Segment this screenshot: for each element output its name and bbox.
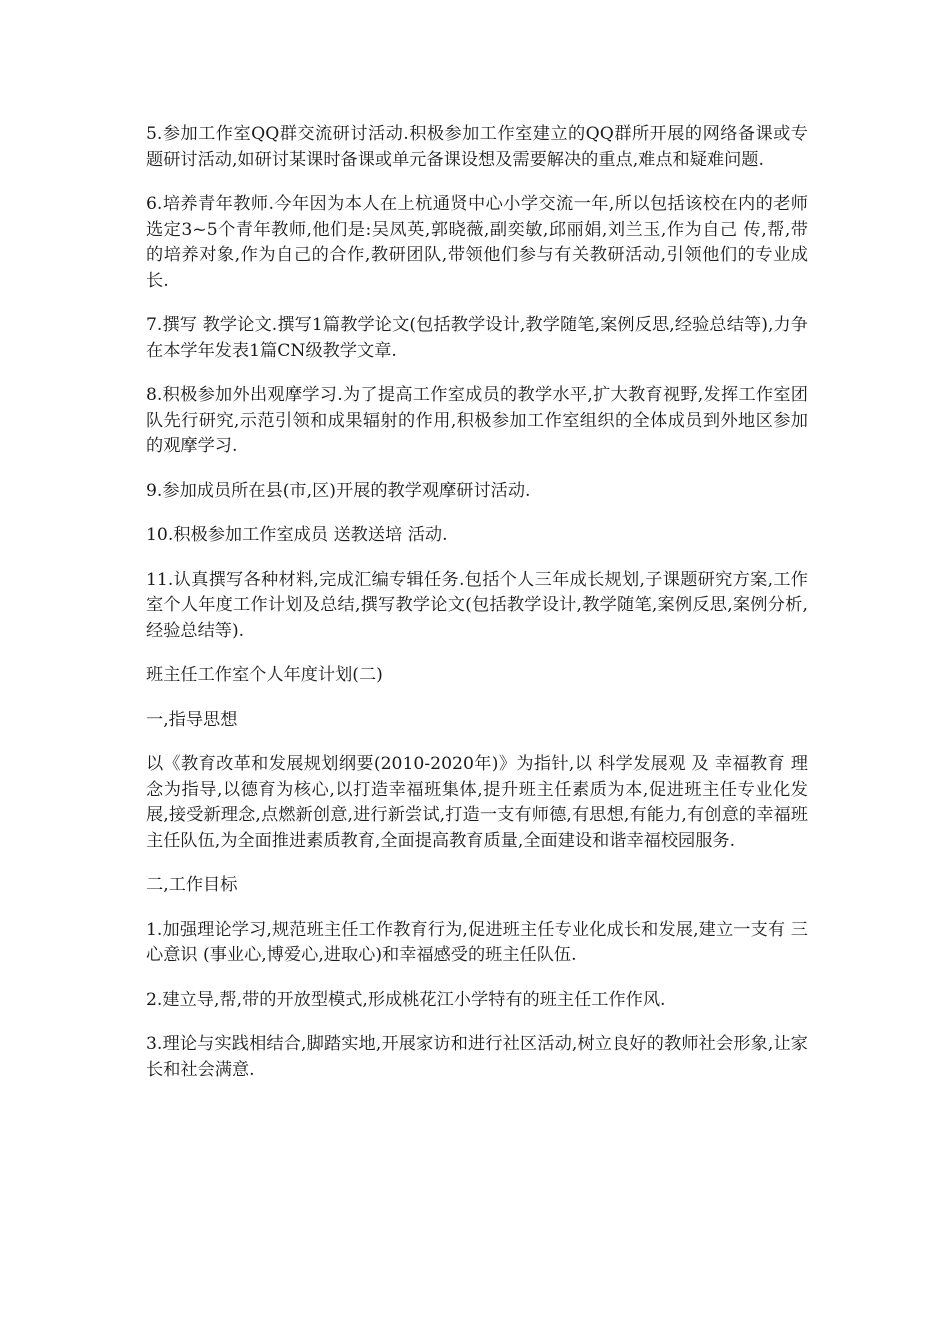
paragraph-item-10: 10.积极参加工作室成员 送教送培 活动. [146,525,448,545]
paragraph-item-6: 6.培养青年教师.今年因为本人在上杭通贤中心小学交流一年,所以包括该校在内的老师选定3~5个青年教师,他们是:吴凤英,郭晓薇,副奕敏,邱丽娟,刘兰玉,作为自己 传,帮,带 的培养对象,作为自己的合作,教研团队,带领他们参与有关教研活动,引领他们的专业成长. [146,194,808,291]
heading-work-goals: 二,工作目标 [146,875,238,895]
paragraph-item-7: 7.撰写 教学论文.撰写1篇教学论文(包括教学设计,教学随笔,案例反思,经验总结等),力争在本学年发表1篇CN级教学文章. [146,315,808,361]
document-page [146,122,808,1102]
goal-item-2: 2.建立导,帮,带的开放型模式,形成桃花江小学特有的班主任工作作风. [146,989,666,1010]
paragraph-guiding-thought: 以《教育改革和发展规划纲要(2010-2020年)》为指针,以 科学发展观 及 幸福教育 理念为指导,以德育为核心,以打造幸福班集体,提升班主任素质为本,促进班主任专业化发展,接受新理念,点燃新创意,进行新尝试,打造一支有师德,有思想,有能力,有创意的幸福班主任队伍,为全面推进素质教育,全面提高教育质量,全面建设和谐幸福校园服务. [146,754,808,851]
goal-item-1: 1.加强理论学习,规范班主任工作教育行为,促进班主任专业化成长和发展,建立一支有 三心意识 (事业心,博爱心,进取心)和幸福感受的班主任队伍. [146,919,808,965]
paragraph-item-9: 9.参加成员所在县(市,区)开展的教学观摩研讨活动. [146,480,531,501]
paragraph-item-11: 11.认真撰写各种材料,完成汇编专辑任务.包括个人三年成长规划,子课题研究方案,工作室个人年度工作计划及总结,撰写教学论文(包括教学设计,教学随笔,案例反思,案例分析,经验总结等). [146,569,808,641]
heading-guiding-thought: 一,指导思想 [146,709,238,730]
section-title: 班主任工作室个人年度计划(二) [146,665,383,685]
goal-item-3: 3.理论与实践相结合,脚踏实地,开展家访和进行社区活动,树立良好的教师社会形象,让家长和社会满意. [146,1034,808,1080]
paragraph-item-8: 8.积极参加外出观摩学习.为了提高工作室成员的教学水平,扩大教育视野,发挥工作室团队先行研究,示范引领和成果辐射的作用,积极参加工作室组织的全体成员到外地区参加的观摩学习. [146,385,808,456]
paragraph-item-5: 5.参加工作室QQ群交流研讨活动.积极参加工作室建立的QQ群所开展的网络备课或专题研讨活动,如研讨某课时备课或单元备课设想及需要解决的重点,难点和疑难问题. [146,124,808,170]
